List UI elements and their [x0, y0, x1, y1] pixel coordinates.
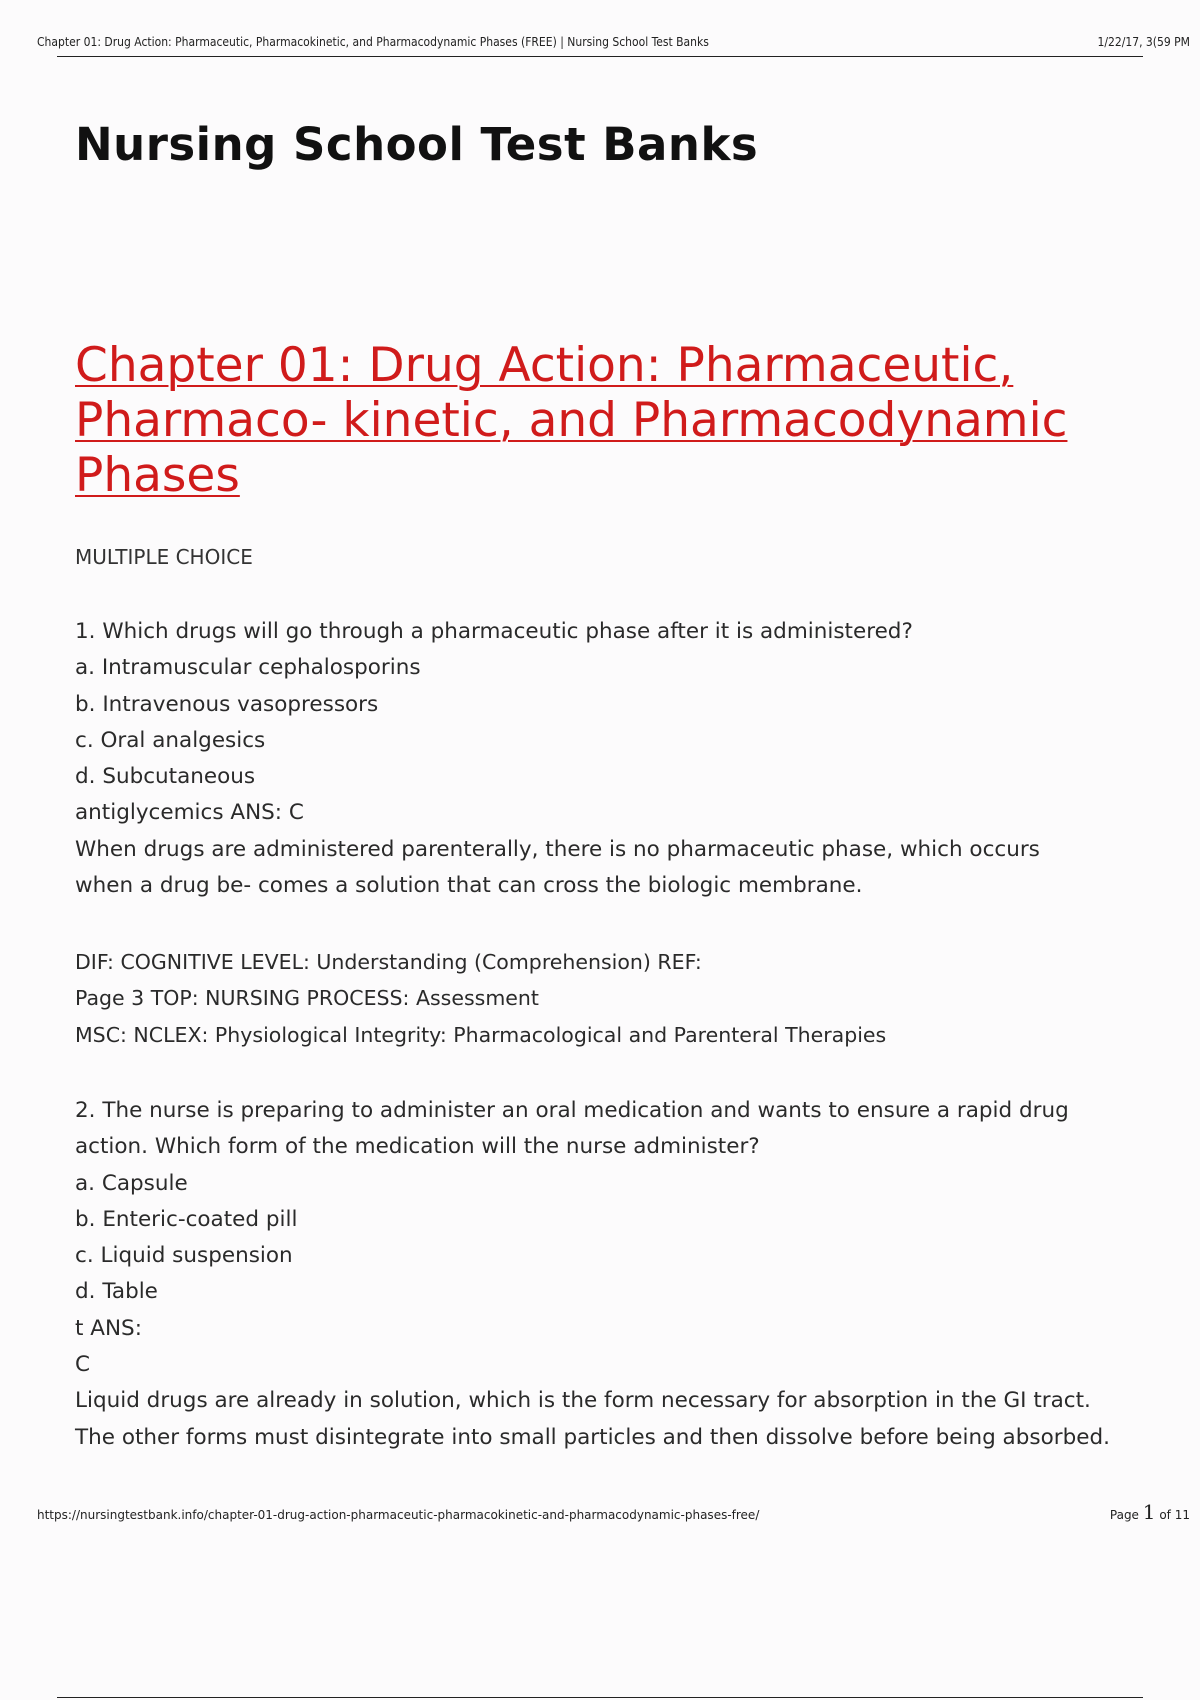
q2-answer-line-2: C [75, 1352, 91, 1378]
question-1 [75, 614, 1165, 904]
q2-question-line-2: action. Which form of the medication will the nurse administer? [75, 1134, 760, 1160]
q1-rationale-line-2: when a drug be- comes a solution that can cross the biologic membrane. [75, 873, 863, 899]
footer-url: https://nursingtestbank.info/chapter-01-drug-action-pharmaceutic-pharmacokinetic-and-pharmacodynamic-phases-free/ [37, 1508, 760, 1522]
q2-rationale-line-1: Liquid drugs are already in solution, which is the form necessary for absorption in the GI tract. [75, 1388, 1091, 1414]
q1-top: Page 3 TOP: NURSING PROCESS: Assessment [75, 986, 539, 1011]
question-2 [75, 1093, 1165, 1456]
print-header-datetime: 1/22/17, 3(59 PM [1097, 35, 1190, 49]
page-total: of 11 [1159, 1508, 1190, 1522]
question-1-meta [75, 944, 1165, 1053]
footer-divider [57, 1697, 1143, 1698]
chapter-title-line-3[interactable]: Phases [75, 448, 240, 503]
q1-answer: antiglycemics ANS: C [75, 800, 304, 826]
q1-question: 1. Which drugs will go through a pharmaceutic phase after it is administered? [75, 619, 913, 644]
page-number: 1 [1142, 1500, 1156, 1524]
chapter-title-line-2[interactable]: Pharmaco- kinetic, and Pharmacodynamic [75, 393, 1068, 448]
print-footer [37, 1500, 1190, 1524]
q1-msc: MSC: NCLEX: Physiological Integrity: Pharmacological and Parenteral Therapies [75, 1022, 887, 1047]
q2-option-a: a. Capsule [75, 1170, 188, 1196]
q2-answer-line-1: t ANS: [75, 1315, 142, 1341]
q2-option-b: b. Enteric-coated pill [75, 1206, 298, 1232]
q1-option-a: a. Intramuscular cephalosporins [75, 655, 421, 681]
print-header-title: Chapter 01: Drug Action: Pharmaceutic, Pharmacokinetic, and Pharmacodynamic Phases (FREE) | Nursing School Test Banks [37, 35, 709, 49]
q1-rationale-line-1: When drugs are administered parenterally, there is no pharmaceutic phase, which occurs [75, 836, 1040, 862]
q2-option-c: c. Liquid suspension [75, 1243, 293, 1269]
header-divider [57, 56, 1143, 57]
q1-option-b: b. Intravenous vasopressors [75, 691, 379, 717]
chapter-title-link[interactable] [75, 338, 1075, 503]
q2-question-line-1: 2. The nurse is preparing to administer an oral medication and wants to ensure a rapid drug [75, 1098, 1069, 1123]
site-title[interactable]: Nursing School Test Banks [75, 118, 759, 171]
page-indicator [1110, 1500, 1190, 1524]
q1-option-d: d. Subcutaneous [75, 764, 256, 790]
q1-option-c: c. Oral analgesics [75, 727, 266, 753]
section-label: MULTIPLE CHOICE [75, 545, 253, 569]
q1-dif: DIF: COGNITIVE LEVEL: Understanding (Comprehension) REF: [75, 950, 702, 974]
q2-option-d: d. Table [75, 1279, 158, 1305]
page-label: Page [1109, 1508, 1139, 1522]
print-header [37, 35, 1190, 49]
chapter-title-line-1[interactable]: Chapter 01: Drug Action: Pharmaceutic, [75, 338, 1014, 393]
q2-rationale-line-2: The other forms must disintegrate into small particles and then dissolve before being absorbed. [75, 1424, 1110, 1450]
